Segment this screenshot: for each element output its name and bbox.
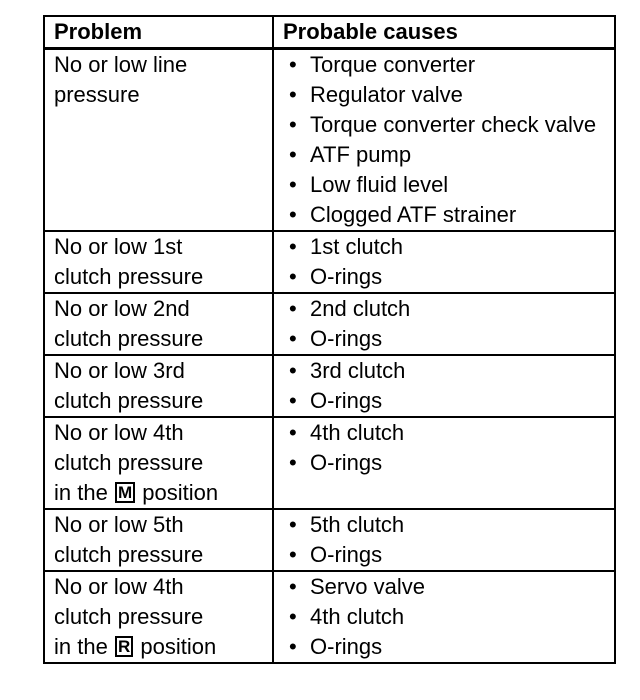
problem-text: No or low 2nd: [54, 296, 190, 321]
cause-item: • Low fluid level: [283, 170, 610, 200]
position-line: [54, 478, 268, 508]
problem-text: clutch pressure: [54, 388, 204, 413]
causes-list: [283, 50, 610, 230]
problem-text: clutch pressure: [54, 264, 204, 289]
table-row: [44, 571, 615, 663]
probable-causes-column-header: Probable causes: [273, 16, 615, 49]
cause-item: • O-rings: [283, 632, 610, 662]
position-suffix: position: [140, 634, 217, 659]
table-row: [44, 355, 615, 417]
cause-item: • O-rings: [283, 386, 610, 416]
r-position-icon: R: [115, 636, 133, 657]
causes-cell: [273, 417, 615, 509]
problem-column-header: Problem: [44, 16, 273, 49]
position-suffix: position: [142, 480, 219, 505]
position-prefix: in the: [54, 634, 108, 659]
cause-item: • O-rings: [283, 448, 610, 478]
causes-list: [283, 294, 610, 354]
problem-cell: [44, 509, 273, 571]
table-row: [44, 417, 615, 509]
table-row: [44, 231, 615, 293]
problem-text: clutch pressure: [54, 450, 204, 475]
causes-list: [283, 510, 610, 570]
cause-item: • Torque converter check valve: [283, 110, 610, 140]
cause-item: • Regulator valve: [283, 80, 610, 110]
problem-cell: [44, 417, 273, 509]
causes-list: [283, 572, 610, 662]
causes-cell: [273, 571, 615, 663]
problem-text: No or low 1st: [54, 234, 183, 259]
troubleshooting-table: [43, 15, 616, 664]
problem-cell: [44, 293, 273, 355]
causes-cell: [273, 49, 615, 232]
cause-item: • O-rings: [283, 324, 610, 354]
cause-item: • Servo valve: [283, 572, 610, 602]
cause-item: • ATF pump: [283, 140, 610, 170]
problem-cell: [44, 571, 273, 663]
causes-cell: [273, 231, 615, 293]
problem-text: clutch pressure: [54, 542, 204, 567]
cause-item: • 4th clutch: [283, 602, 610, 632]
cause-item: • Clogged ATF strainer: [283, 200, 610, 230]
problem-cell: [44, 355, 273, 417]
problem-text: clutch pressure: [54, 604, 204, 629]
table-row: [44, 49, 615, 232]
table-header-row: [44, 16, 615, 49]
table-body: [44, 49, 615, 664]
problem-text: clutch pressure: [54, 326, 204, 351]
cause-item: • 2nd clutch: [283, 294, 610, 324]
cause-item: • 3rd clutch: [283, 356, 610, 386]
causes-list: [283, 232, 610, 292]
problem-text: No or low 4th: [54, 574, 184, 599]
problem-text: No or low line: [54, 52, 188, 77]
causes-cell: [273, 509, 615, 571]
m-position-icon: M: [115, 482, 135, 503]
cause-item: • O-rings: [283, 540, 610, 570]
table-row: [44, 509, 615, 571]
causes-list: [283, 418, 610, 478]
causes-cell: [273, 293, 615, 355]
problem-text: No or low 5th: [54, 512, 184, 537]
problem-text: pressure: [54, 82, 140, 107]
cause-item: • 5th clutch: [283, 510, 610, 540]
cause-item: • O-rings: [283, 262, 610, 292]
position-prefix: in the: [54, 480, 108, 505]
causes-list: [283, 356, 610, 416]
causes-cell: [273, 355, 615, 417]
problem-text: No or low 3rd: [54, 358, 185, 383]
cause-item: • Torque converter: [283, 50, 610, 80]
problem-cell: [44, 49, 273, 232]
problem-cell: [44, 231, 273, 293]
cause-item: • 1st clutch: [283, 232, 610, 262]
table-row: [44, 293, 615, 355]
position-line: [54, 632, 268, 662]
cause-item: • 4th clutch: [283, 418, 610, 448]
problem-text: No or low 4th: [54, 420, 184, 445]
